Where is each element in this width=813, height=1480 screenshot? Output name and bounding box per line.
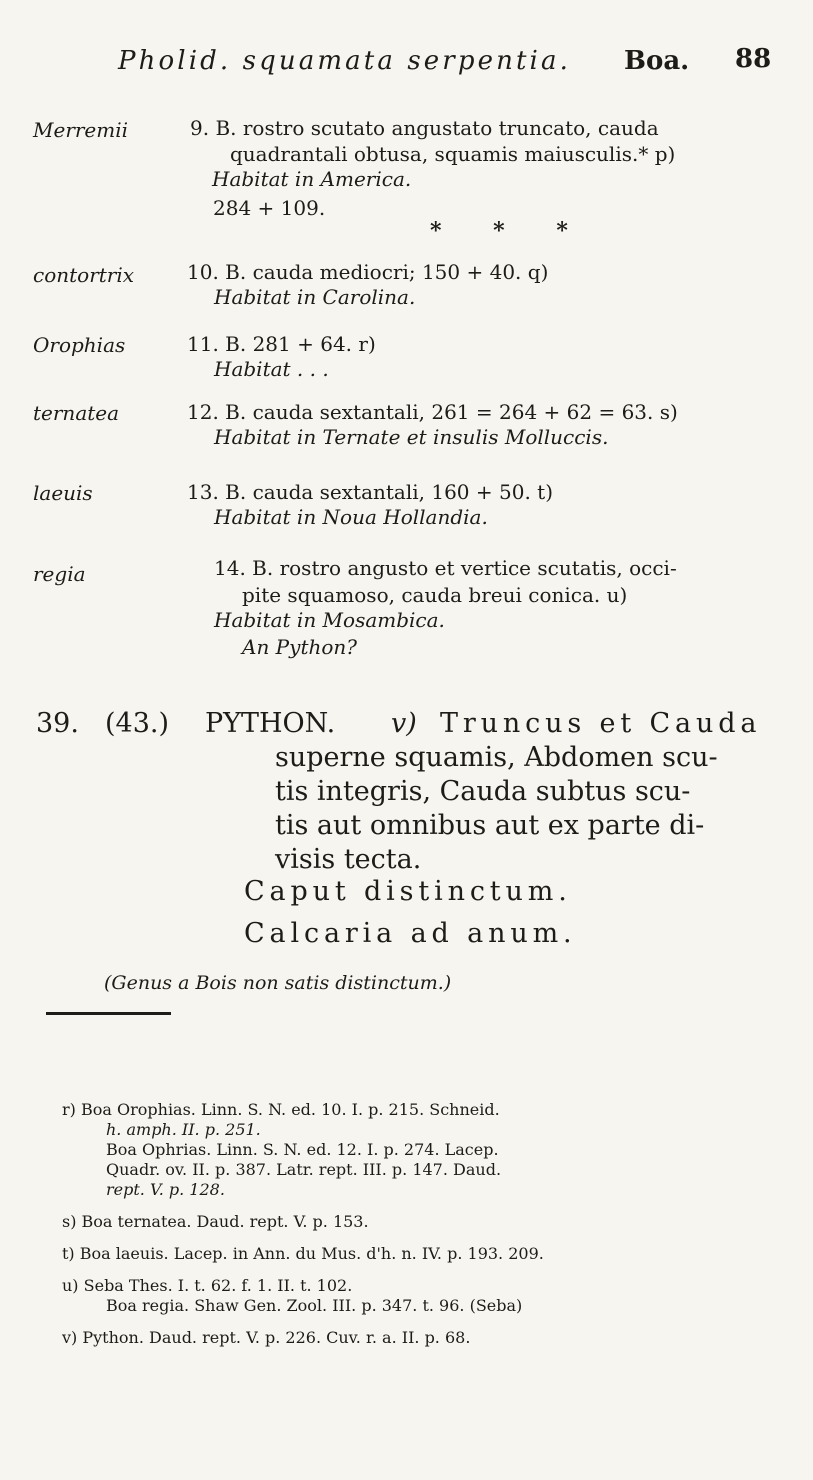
genus-number: 39. [36,708,79,739]
genus-alt-number: (43.) [105,708,170,739]
species-desc-line: quadrantali obtusa, squamis maiusculis.* p) [230,142,676,166]
species-desc-line: 10. B. cauda mediocri; 150 + 40. q) [187,260,549,284]
footnote-line: h. amph. II. p. 251. [106,1120,261,1139]
species-habitat: Habitat in Ternate et insulis Molluccis. [214,425,609,449]
species-name-merremii: Merremii [33,118,129,142]
species-count: 284 + 109. [213,196,326,220]
genus-desc-line: superne squamis, Abdomen scu- [275,742,718,773]
footnote-line: u) Seba Thes. I. t. 62. f. 1. II. t. 102. [62,1276,353,1295]
genus-character: Calcaria ad anum. [244,918,577,949]
genus-desc-line: Truncus et Cauda [440,708,762,739]
footnote-line: Boa Ophrias. Linn. S. N. ed. 12. I. p. 274. Lacep. [106,1140,499,1159]
species-name-laeuis: laeuis [33,481,93,505]
footnote-line: t) Boa laeuis. Lacep. in Ann. du Mus. d'h. n. IV. p. 193. 209. [62,1244,544,1263]
species-name-contortrix: contortrix [33,263,135,287]
species-desc-line: pite squamoso, cauda breui conica. u) [242,583,628,607]
species-habitat: Habitat . . . [214,357,329,381]
species-desc-line: 9. B. rostro scutato angustato truncato, cauda [190,116,659,140]
footnote-line: v) Python. Daud. rept. V. p. 226. Cuv. r. a. II. p. 68. [62,1328,471,1347]
species-name-orophias: Orophias [33,333,126,357]
running-head-genus: Boa. [624,46,690,76]
footnote-line: Boa regia. Shaw Gen. Zool. III. p. 347. t. 96. (Seba) [106,1296,523,1315]
footnote-line: Quadr. ov. II. p. 387. Latr. rept. III. p. 147. Daud. [106,1160,502,1179]
species-habitat: Habitat in America. [212,167,412,191]
genus-character: Caput distinctum. [244,876,572,907]
page-number: 88 [735,44,772,74]
species-desc-line: 12. B. cauda sextantali, 261 = 264 + 62 = 63. s) [187,400,678,424]
genus-desc-line: tis integris, Cauda subtus scu- [275,776,691,807]
genus-footnote-ref: v) [391,708,417,739]
genus-note: (Genus a Bois non satis distinctum.) [104,972,452,994]
running-head-title: Pholid. squamata serpentia. [118,46,572,76]
genus-desc-line: tis aut omnibus aut ex parte di- [275,810,705,841]
species-desc-line: 11. B. 281 + 64. r) [187,332,376,356]
genus-name: PYTHON. [205,708,336,739]
footnote-line: s) Boa ternatea. Daud. rept. V. p. 153. [62,1212,369,1231]
species-name-regia: regia [33,562,86,586]
footnote-line: r) Boa Orophias. Linn. S. N. ed. 10. I. p. 215. Schneid. [62,1100,500,1119]
species-habitat: Habitat in Carolina. [214,285,416,309]
species-desc-line: 14. B. rostro angusto et vertice scutatis, occi- [214,556,677,580]
species-note: An Python? [242,635,357,659]
asterisks: * * * [430,218,590,244]
footnote-line: rept. V. p. 128. [106,1180,225,1199]
species-name-ternatea: ternatea [33,401,120,425]
species-desc-line: 13. B. cauda sextantali, 160 + 50. t) [187,480,554,504]
footnote-rule [46,1012,171,1015]
species-habitat: Habitat in Noua Hollandia. [214,505,488,529]
species-habitat: Habitat in Mosambica. [214,608,445,632]
genus-desc-line: visis tecta. [275,844,422,875]
